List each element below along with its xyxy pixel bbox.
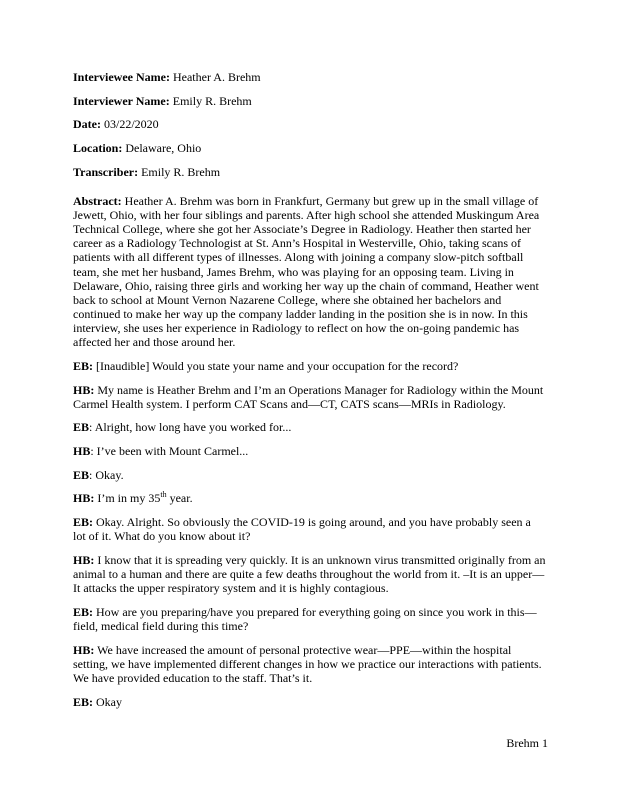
speaker-label: EB: [73, 359, 94, 373]
dialogue-text: We have increased the amount of personal protective wear—PPE—within the hospital setting, we have implemented different changes in how we practice our interactions with patients. We have provided education to the staff. That’s it. [73, 642, 542, 685]
dialogue-paragraph [73, 643, 546, 685]
speaker-label: HB: [73, 491, 95, 506]
metadata-line-transcriber [73, 165, 546, 179]
metadata-value: Delaware, Ohio [122, 140, 202, 155]
dialogue-text: [Inaudible] Would you state your name and your occupation for the record? [93, 359, 459, 373]
metadata-value: Heather A. Brehm [169, 70, 261, 84]
dialogue-text: Okay. Alright. So obviously the COVID-19 is going around, and you have probably seen a lot of it. What do you know about it? [73, 515, 531, 544]
abstract-paragraph [73, 194, 546, 350]
dialogue-text: How are you preparing/have you prepared for everything going on since you work in this—field, medical field during this time? [73, 604, 537, 634]
dialogue-text: : Okay. [89, 467, 124, 482]
dialogue-text: : I’ve been with Mount Carmel... [90, 444, 249, 459]
speaker-label: HB: [73, 642, 95, 657]
metadata-value: Emily R. Brehm [138, 164, 221, 179]
dialogue-paragraph [73, 515, 546, 543]
metadata-line-interviewer [73, 94, 546, 108]
dialogue-paragraph [73, 695, 546, 709]
dialogue-paragraph [73, 553, 546, 595]
speaker-label: EB [73, 420, 90, 435]
speaker-label: HB: [73, 382, 95, 397]
dialogue-text: I know that it is spreading very quickly. It is an unknown virus transmitted originally from an animal to a human and there are quite a few deaths throughout the world from it. –It is an upper—It attacks the upper respiratory system and it is highly contagious. [73, 552, 546, 596]
speaker-label: EB: [73, 515, 94, 530]
dialogue-text: I’m in my 35 [94, 491, 161, 506]
metadata-label: Interviewer Name: [73, 93, 170, 108]
dialogue-paragraph [73, 420, 546, 434]
dialogue-paragraph [73, 444, 546, 458]
speaker-label: EB: [73, 604, 94, 619]
metadata-line-date [73, 117, 546, 131]
metadata-value: Emily R. Brehm [169, 93, 252, 108]
dialogue-text: My name is Heather Brehm and I’m an Operations Manager for Radiology within the Mount Carmel Health system. I perform CAT Scans and—CT, CATS scans—MRIs in Radiology. [73, 382, 544, 411]
dialogue-paragraph [73, 605, 546, 633]
metadata-label: Interviewee Name: [73, 70, 170, 84]
dialogue-text: : Alright, how long have you worked for... [89, 420, 292, 435]
metadata-line-interviewee [73, 70, 546, 84]
metadata-label: Location: [73, 140, 123, 155]
abstract-text: Heather A. Brehm was born in Frankfurt, Germany but grew up in the small village of Jewett, Ohio, with her four siblings and parents. After high school she attended Muskingum Area Technical College, where she got her Associate’s Degree in Radiology. Heather then started her career as a Radiology Technologist at St. Ann’s Hospital in Westerville, Ohio, taking scans of patients with all different types of illnesses. Along with joining a company slow-pitch softball team, she met her husband, James Brehm, who was playing for an opposing team. Living in Delaware, Ohio, raising three girls and working her way up the chain of command, Heather went back to school at Mount Vernon Nazarene College, where she obtained her bachelors and continued to make her way up the company ladder landing in the position she is in now. In this interview, she uses her experience in Radiology to reflect on how the on-going pandemic has affected her and those around her. [73, 193, 540, 350]
abstract-label: Abstract: [73, 193, 122, 208]
metadata-label: Date: [73, 117, 101, 132]
dialogue-paragraph [73, 491, 546, 505]
dialogue-text: year. [166, 491, 193, 506]
speaker-label: EB: [73, 694, 94, 709]
dialogue-paragraph [73, 383, 546, 411]
dialogue-paragraph [73, 359, 546, 373]
speaker-label: EB [73, 467, 90, 482]
page-number-footer: Brehm 1 [506, 736, 548, 750]
speaker-label: HB [73, 444, 91, 459]
metadata-value: 03/22/2020 [100, 117, 159, 132]
metadata-line-location [73, 141, 546, 155]
dialogue-text: Okay [93, 694, 123, 709]
metadata-label: Transcriber: [73, 164, 139, 179]
speaker-label: HB: [73, 552, 95, 567]
dialogue-paragraph [73, 468, 546, 482]
ordinal-superscript: th [160, 490, 167, 500]
